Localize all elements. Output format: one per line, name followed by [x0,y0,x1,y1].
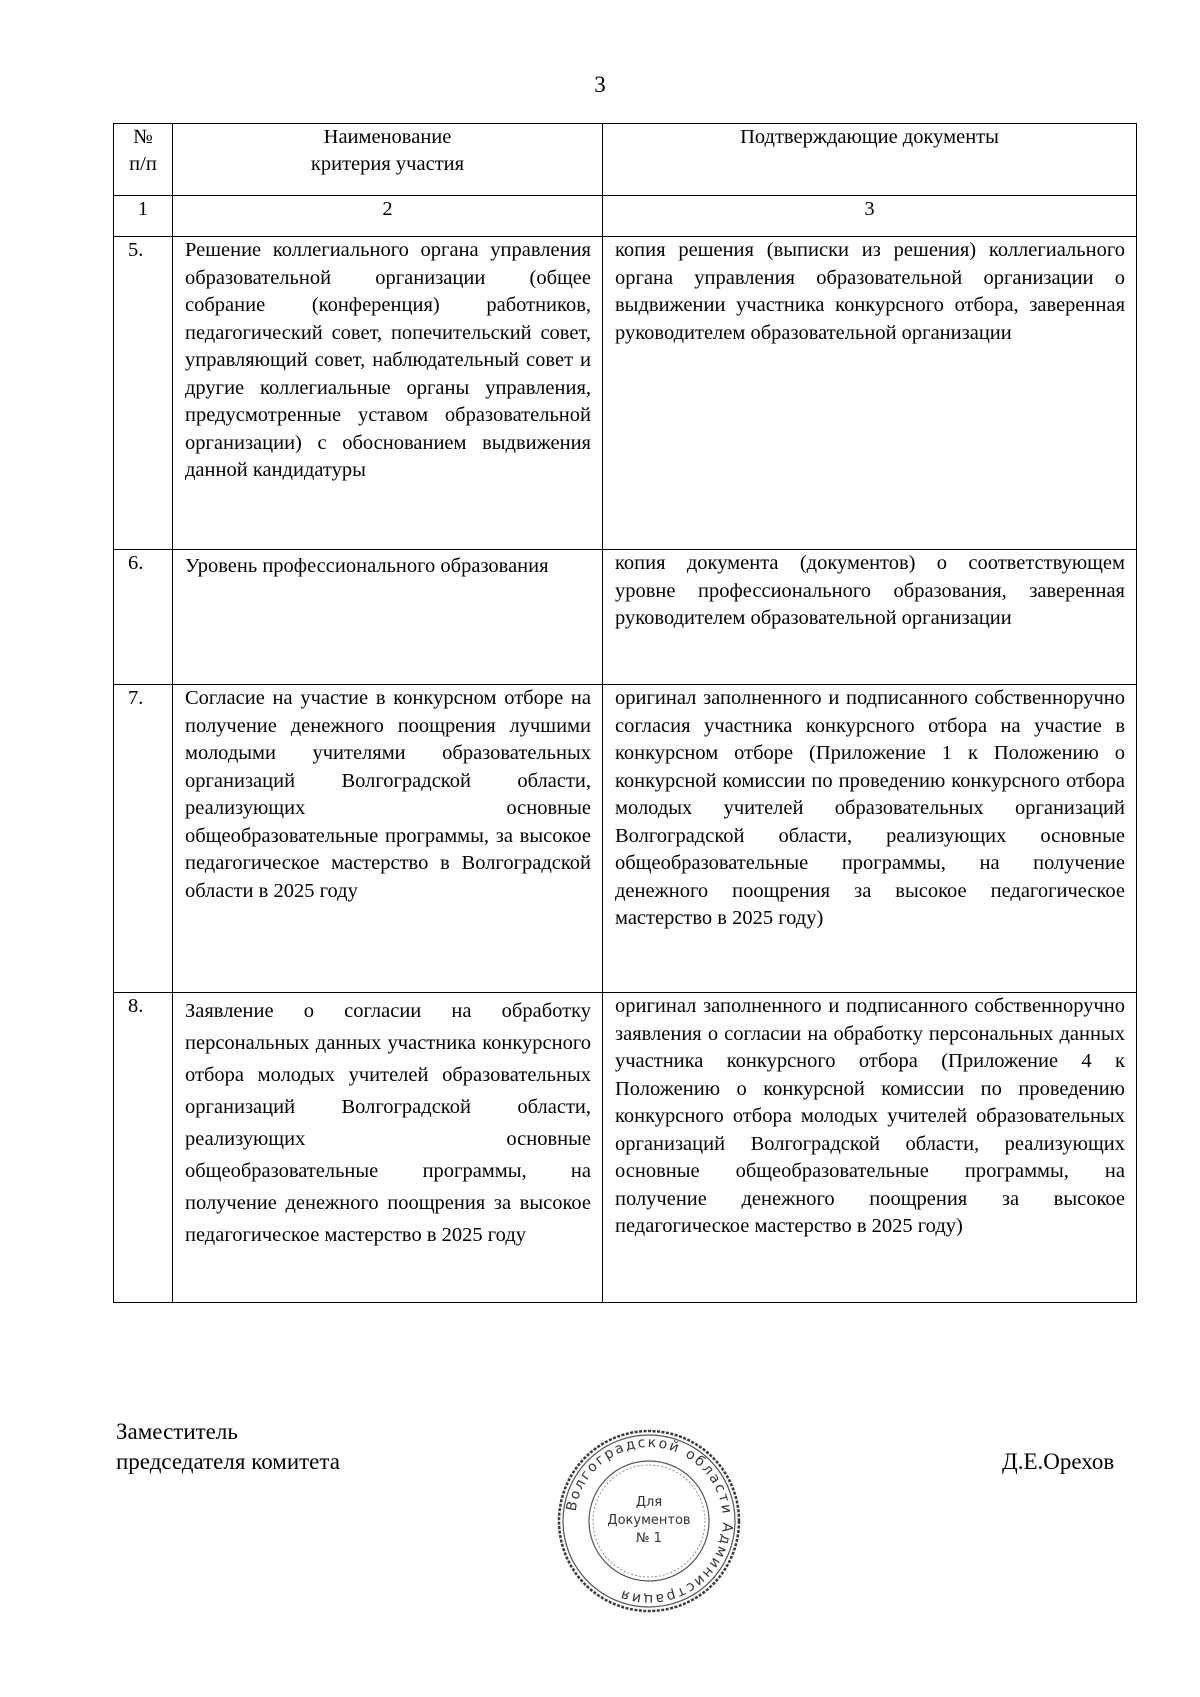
row-criterion: Согласие на участие в конкурсном отборе на получение денежного поощрения лучшими молодыми учителями образовательных организаций Волгоградской области, реализующих основные общеобразовательные программы, за высокое педагогическое мастерство в Волгоградской области в 2025 году [173,685,603,993]
official-seal [554,1426,744,1616]
table-row [114,993,1137,1303]
header-documents-line: Подтверждающие документы [740,126,999,148]
table-row [114,550,1137,685]
row-criterion: Заявление о согласии на обработку персональных данных участника конкурсного отбора молодых учителей образовательных организаций Волгоградской области, реализующих основные общеобразовательные программы, на получение денежного поощрения за высокое педагогическое мастерство в 2025 году [173,993,603,1303]
signature-position [116,1417,340,1477]
row-number: 7. [114,685,173,993]
signature-position-line: Заместитель [116,1419,238,1444]
criteria-table [113,123,1137,1303]
column-number: 1 [114,196,173,237]
seal-center-line: Для [635,1495,663,1510]
row-criterion: Решение коллегиального органа управления образовательной организации (общее собрание (конференция) работников, педагогический совет, попечительский совет, управляющий совет, наблюдательный совет и другие коллегиальные органы управления, предусмотренные уставом образовательной организации) с обоснованием выдвижения данной кандидатуры [173,237,603,550]
seal-center-line: № 1 [636,1531,662,1546]
table-row [114,237,1137,550]
row-number: 8. [114,993,173,1303]
column-number-row [114,196,1137,237]
signature-position-line: председателя комитета [116,1449,340,1474]
row-documents: копия документа (документов) о соответствующем уровне профессионального образования, заверенная руководителем образовательной организации [603,550,1137,685]
row-criterion: Уровень профессионального образования [173,550,603,685]
row-number: 5. [114,237,173,550]
header-documents [603,124,1137,196]
column-number: 3 [603,196,1137,237]
header-criterion-line: критерия участия [310,153,465,175]
row-documents: оригинал заполненного и подписанного собственноручно заявления о согласии на обработку персональных данных участника конкурсного отбора (Приложение 4 к Положению о конкурсной комиссии по проведению конкурсного отбора молодых учителей образовательных организаций Волгоградской области, реализующих основные общеобразовательные программы, на получение денежного поощрения за высокое педагогическое мастерство в 2025 году) [603,993,1137,1303]
header-criterion [173,124,603,196]
seal-center-line: Документов [607,1513,691,1528]
header-criterion-line: Наименование [323,126,452,148]
row-number: 6. [114,550,173,685]
seal-outer-text: Волгоградской области Администрация [563,1434,736,1608]
header-num [114,124,173,196]
signer-name: Д.Е.Орехов [1002,1449,1115,1474]
table-row [114,685,1137,993]
header-num-line: № [133,126,153,148]
row-documents: копия решения (выписки из решения) коллегиального органа управления образовательной организации о выдвижении участника конкурсного отбора, заверенная руководителем образовательной организации [603,237,1137,550]
header-num-line: п/п [129,153,157,175]
table-header-row [114,124,1137,196]
page-number: 3 [594,72,606,97]
row-documents: оригинал заполненного и подписанного собственноручно согласия участника конкурсного отбора на участие в конкурсном отборе (Приложение 1 к Положению о конкурсной комиссии по проведению конкурсного отбора молодых учителей образовательных организаций Волгоградской области, реализующих основные общеобразовательные программы, на получение денежного поощрения за высокое педагогическое мастерство в 2025 году) [603,685,1137,993]
column-number: 2 [173,196,603,237]
